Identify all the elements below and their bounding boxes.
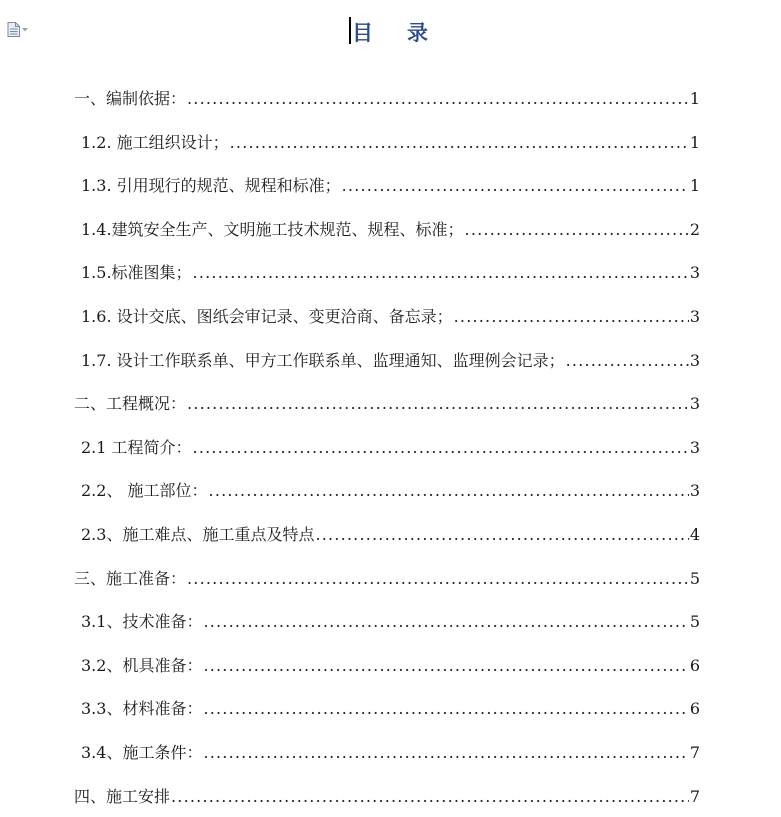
toc-entry[interactable]: [81, 301, 700, 333]
toc-entry-label: 1.5.标准图集；: [81, 263, 192, 283]
chevron-down-icon: [22, 28, 28, 32]
toc-entry[interactable]: [74, 388, 700, 420]
toc-entry-label: 2.1 工程简介：: [81, 437, 192, 457]
toc-entry-label: 1.4.建筑安全生产、文明施工技术规范、规程、标准；: [81, 219, 464, 239]
toc-entry[interactable]: [74, 563, 700, 595]
toc-page-number: 3: [689, 394, 700, 414]
toc-leader-dots: [209, 475, 689, 507]
toc-page-number: 5: [689, 568, 700, 588]
toc-entry[interactable]: [81, 345, 700, 377]
toc-leader-dots: [566, 345, 689, 377]
toc-page-number: 6: [689, 655, 700, 675]
toc-entry-label: 2.2、 施工部位：: [81, 481, 208, 501]
toc-page-number: 4: [689, 525, 700, 544]
toc-entry[interactable]: [74, 781, 700, 813]
toc-entry-label: 三、施工准备：: [74, 568, 187, 588]
toc-entry-label: 3.1、技术准备：: [81, 612, 203, 632]
toc-entry-label: 1.7. 设计工作联系单、甲方工作联系单、监理通知、监理例会记录；: [81, 350, 565, 370]
toc-page-number: 2: [689, 219, 700, 239]
title-char-2: 录: [407, 21, 428, 45]
toc-page-number: 3: [689, 437, 700, 457]
toc-leader-dots: [342, 170, 689, 202]
toc-entry-label: 3.3、材料准备：: [81, 699, 203, 719]
toc-page-number: 3: [689, 350, 700, 370]
toc-leader-dots: [203, 606, 688, 638]
toc-entry-label: 3.4、施工条件：: [81, 743, 203, 762]
toc-entry[interactable]: [81, 693, 700, 725]
title-char-1: 目: [352, 21, 373, 45]
document-icon: [7, 22, 20, 37]
toc-page-number: 7: [689, 786, 700, 806]
toc-entry-label: 四、施工安排: [74, 786, 171, 806]
toc-page-number: 7: [689, 743, 700, 762]
toc-entry[interactable]: [81, 170, 700, 202]
toc-entry-label: 1.6. 设计交底、图纸会审记录、变更洽商、备忘录；: [81, 307, 453, 326]
toc-leader-dots: [187, 83, 689, 115]
toc-leader-dots: [465, 214, 689, 246]
toc-leader-dots: [171, 781, 689, 813]
toc-entry-label: 1.3. 引用现行的规范、规程和标准；: [81, 176, 341, 196]
toc-leader-dots: [203, 650, 688, 682]
toc-entry[interactable]: [74, 83, 700, 115]
toc-page-number: 1: [689, 176, 700, 196]
toc-page-number: 3: [689, 263, 700, 283]
toc-leader-dots: [315, 519, 688, 551]
document-menu[interactable]: [7, 22, 28, 37]
toc-leader-dots: [230, 127, 689, 159]
toc-entry[interactable]: [81, 257, 700, 289]
toc-leader-dots: [187, 563, 689, 595]
toc-leader-dots: [193, 257, 689, 289]
toc-entry-label: 1.2. 施工组织设计；: [81, 132, 229, 152]
toc-entry[interactable]: [81, 214, 700, 246]
page-title: [352, 17, 428, 47]
toc-entry[interactable]: [81, 127, 700, 159]
toc-leader-dots: [203, 693, 688, 725]
text-cursor: [349, 17, 351, 44]
toc-page-number: 3: [689, 307, 700, 326]
toc-page-number: 3: [689, 481, 700, 501]
toc-entry[interactable]: [81, 475, 700, 507]
toc-entry-label: 2.3、施工难点、施工重点及特点: [81, 525, 315, 544]
toc-entry-label: 二、工程概况：: [74, 394, 187, 414]
toc-entry[interactable]: [81, 606, 700, 638]
toc-page-number: 1: [689, 89, 700, 108]
toc-entry[interactable]: [81, 519, 700, 551]
toc-page-number: 6: [689, 699, 700, 719]
toc-entry-label: 3.2、机具准备：: [81, 655, 203, 675]
toc-leader-dots: [203, 737, 688, 769]
toc-entry[interactable]: [81, 432, 700, 464]
toc-entry[interactable]: [81, 737, 700, 769]
toc-page-number: 5: [689, 612, 700, 632]
toc-entry-label: 一、编制依据：: [74, 89, 187, 108]
toc-leader-dots: [187, 388, 689, 420]
toc-page-number: 1: [689, 132, 700, 152]
toc-entry[interactable]: [81, 650, 700, 682]
toc-leader-dots: [193, 432, 689, 464]
toc-leader-dots: [454, 301, 689, 333]
